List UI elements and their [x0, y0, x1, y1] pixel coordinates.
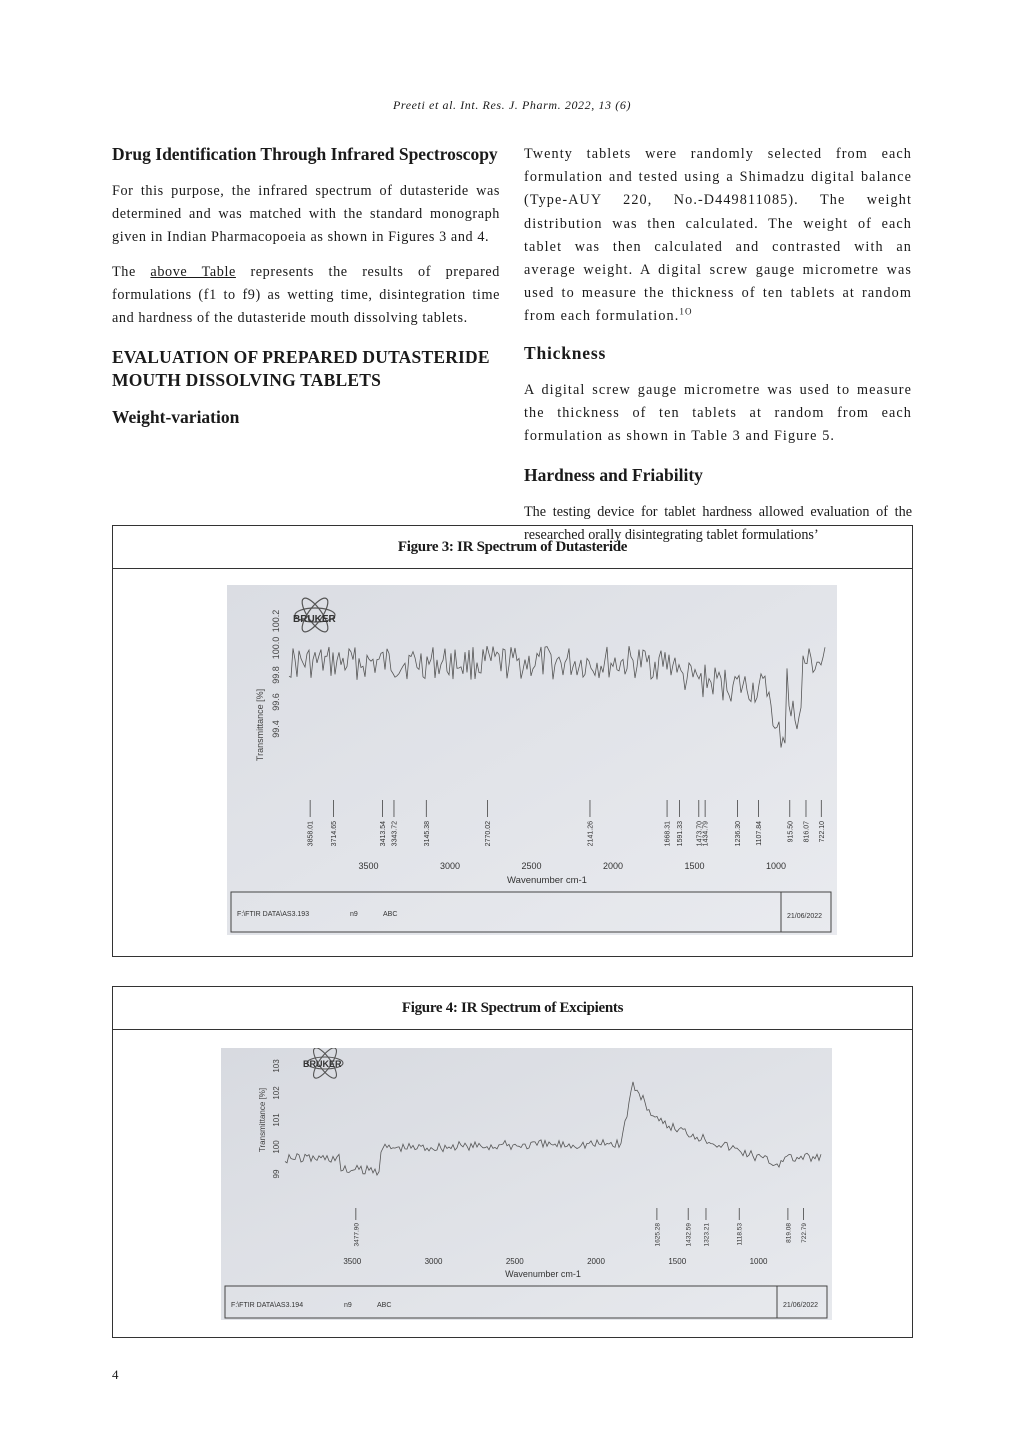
figure-3-box	[112, 525, 913, 957]
peak-label: 1323.21	[703, 1223, 711, 1247]
peak-label: 819.08	[785, 1223, 793, 1243]
y-tick-label: 99.4	[271, 720, 281, 738]
peak-label: 1473.70	[696, 821, 704, 847]
x-tick-label: 1500	[668, 1257, 687, 1266]
left-column	[112, 143, 500, 443]
brand-label: BRUKER	[303, 1059, 342, 1069]
text-pre: The	[112, 263, 151, 280]
peak-label: 2770.02	[484, 821, 492, 847]
footer-abc: ABC	[383, 911, 398, 918]
peak-label: 3477.90	[353, 1223, 361, 1247]
x-tick-label: 3500	[358, 861, 379, 871]
footer-path: F:\FTIR DATA\AS3.193	[237, 911, 310, 918]
peak-label: 1432.59	[685, 1223, 693, 1247]
x-axis-label: Wavenumber cm-1	[507, 875, 587, 886]
y-axis-label: Transmittance [%]	[255, 688, 265, 762]
y-axis-label: Transmittance [%]	[258, 1087, 267, 1153]
y-tick-label: 100.0	[271, 636, 281, 660]
peak-label: 1107.84	[755, 821, 763, 846]
peak-label: 3858.01	[307, 821, 315, 847]
y-tick-label: 103	[272, 1059, 281, 1073]
ir-spectrum-excipients	[221, 1048, 832, 1320]
x-axis-label: Wavenumber cm-1	[505, 1269, 581, 1279]
paragraph-hardness: The testing device for tablet hardness allowed evaluation of the researched orally disintegrating tablet formulations’	[524, 504, 912, 544]
peak-label: 1236.30	[734, 821, 742, 847]
heading-thickness: Thickness	[524, 342, 607, 363]
x-tick-label: 1000	[749, 1257, 768, 1266]
paragraph-twenty-tablets	[524, 143, 912, 329]
paragraph-thickness: A digital screw gauge micrometre was used to measure the thickness of ten tablets at random from each formulation as shown in Table 3 and Figure 5.	[524, 381, 912, 445]
peak-label: 1591.33	[677, 821, 685, 847]
text-post: represents the results of prepared formulations (f1 to f9) as wetting time, disintegration time and hardness of the dutasteride mouth dissolving tablets.	[112, 263, 500, 327]
y-tick-label: 99.8	[271, 666, 281, 684]
footer-abc: ABC	[377, 1302, 392, 1309]
brand-label: BRUKER	[293, 614, 336, 625]
footer-n: n9	[350, 911, 358, 918]
peak-label: 3145.38	[423, 821, 431, 847]
peak-label: 722.10	[818, 821, 826, 843]
paragraph-above-table	[112, 261, 500, 331]
x-tick-label: 3000	[424, 1257, 443, 1266]
peak-label: 1118.53	[736, 1223, 744, 1246]
heading-evaluation: EVALUATION OF PREPARED DUTASTERIDE MOUTH DISSOLVING TABLETS	[112, 347, 490, 391]
figure-3-caption: Figure 3: IR Spectrum of Dutasteride	[113, 526, 912, 569]
footer-date: 21/06/2022	[787, 913, 823, 920]
x-tick-label: 1500	[684, 861, 705, 871]
peak-label: 3343.72	[391, 821, 399, 847]
heading-weight-variation: Weight-variation	[112, 407, 240, 428]
reference-superscript: 1O	[679, 306, 693, 317]
y-tick-label: 101	[272, 1113, 281, 1127]
y-tick-label: 100.2	[271, 609, 281, 633]
y-tick-label: 99.6	[271, 693, 281, 711]
peak-label: 2141.26	[587, 821, 595, 847]
figure-4-box	[112, 986, 913, 1338]
x-tick-label: 2500	[505, 1257, 524, 1266]
page-number: 4	[112, 1367, 119, 1382]
ir-spectrum-dutasteride	[227, 585, 837, 935]
peak-label: 3714.65	[331, 821, 339, 847]
footer-n: n9	[344, 1302, 352, 1309]
peak-label: 3413.54	[380, 821, 388, 847]
figure-4-caption: Figure 4: IR Spectrum of Excipients	[113, 987, 912, 1030]
peak-label: 915.50	[787, 821, 795, 843]
peak-label: 816.07	[803, 821, 811, 843]
paragraph-purpose: For this purpose, the infrared spectrum of dutasteride was determined and was matched with the standard monograph given in Indian Pharmacopoeia as shown in Figures 3 and 4.	[112, 183, 500, 246]
x-tick-label: 3000	[439, 861, 461, 871]
peak-label: 1625.28	[654, 1223, 662, 1247]
peak-label: 1668.31	[664, 821, 672, 847]
y-tick-label: 100	[272, 1140, 281, 1154]
figure-3-photo	[227, 585, 837, 935]
figure-4-photo	[221, 1048, 832, 1320]
x-tick-label: 3500	[343, 1257, 362, 1266]
text-twenty: Twenty tablets were randomly selected from each formulation and tested using a Shimadzu digital balance (Type-AUY 220, No.-D449811085). The weight distribution was then calculated. The weight of each tablet was then calculated and contrasted with an average weight. A digital screw gauge micrometre was used to measure the thickness of ten tablets at random from each formulation.	[524, 146, 912, 325]
x-tick-label: 2000	[587, 1257, 605, 1266]
y-tick-label: 102	[272, 1086, 281, 1100]
peak-label: 1434.79	[702, 821, 710, 847]
right-column	[524, 143, 912, 559]
heading-drug-identification: Drug Identification Through Infrared Spectroscopy	[112, 144, 498, 164]
running-header: Preeti et al. Int. Res. J. Pharm. 2022, 13 (6)	[392, 98, 632, 112]
footer-path: F:\FTIR DATA\AS3.194	[231, 1302, 304, 1309]
footer-date: 21/06/2022	[783, 1302, 819, 1309]
x-tick-label: 2500	[521, 861, 542, 871]
above-table-link[interactable]: above Table	[150, 263, 236, 280]
x-tick-label: 2000	[602, 861, 624, 871]
heading-hardness: Hardness and Friability	[524, 465, 703, 486]
peak-label: 722.79	[801, 1223, 809, 1243]
x-tick-label: 1000	[765, 861, 787, 871]
y-tick-label: 99	[272, 1169, 281, 1179]
